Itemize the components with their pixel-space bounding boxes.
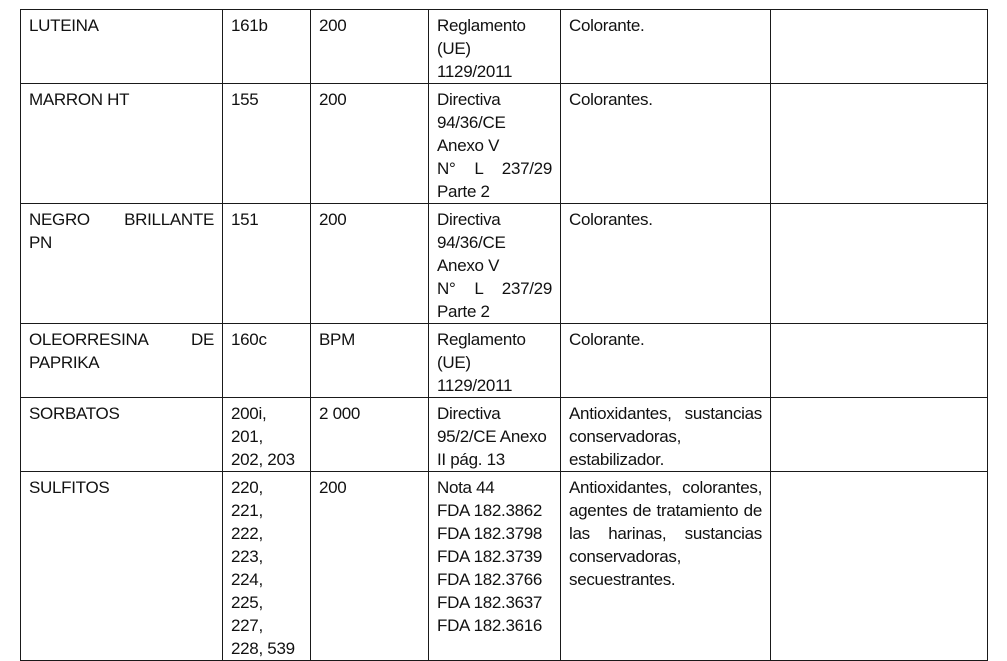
table-row (21, 472, 988, 661)
reference-cell (429, 84, 561, 204)
reference-cell (429, 398, 561, 472)
cell-text-line: II pág. 13 (437, 450, 505, 469)
cell-text-line: 160c (231, 330, 267, 349)
additive-name-cell (21, 398, 223, 472)
cell-text-line: FDA 182.3766 (437, 570, 543, 589)
cell-text-line: Directiva (437, 90, 501, 109)
table-row (21, 204, 988, 324)
cell-text-line: 224, (231, 570, 263, 589)
cell-text-line: 94/36/CE (437, 233, 506, 252)
additive-name-cell (21, 10, 223, 84)
cell-text-line: 1129/2011 (437, 62, 513, 81)
additive-name-cell (21, 324, 223, 398)
notes-cell (771, 324, 988, 398)
cell-text-line: 223, (231, 547, 263, 566)
notes-cell (771, 204, 988, 324)
cell-text-line: PN (29, 233, 53, 252)
cell-text-line: 161b (231, 16, 268, 35)
cell-text-line: 202, 203 (231, 450, 295, 469)
cell-text-line: las harinas, sustancias (569, 524, 762, 543)
max-limit-cell (311, 398, 429, 472)
reference-cell (429, 472, 561, 661)
cell-text-line: 228, 539 (231, 639, 295, 658)
cell-text-line: Parte 2 (437, 302, 490, 321)
cell-text-line: estabilizador. (569, 450, 665, 469)
cell-text-line: 94/36/CE (437, 113, 506, 132)
cell-text-line: Anexo V (437, 256, 500, 275)
cell-text-line: (UE) (437, 39, 471, 58)
cell-text-line: 201, (231, 427, 263, 446)
cell-text-line: secuestrantes. (569, 570, 676, 589)
reference-cell (429, 204, 561, 324)
max-limit-cell (311, 84, 429, 204)
table-body (21, 10, 988, 661)
cell-text-line: 221, (231, 501, 263, 520)
function-cell (561, 324, 771, 398)
additive-name-cell (21, 204, 223, 324)
ins-number-cell (223, 204, 311, 324)
cell-text-line: 155 (231, 90, 259, 109)
cell-text-line: 200 (319, 210, 347, 229)
cell-text-line: LUTEINA (29, 16, 99, 35)
cell-text-line: FDA 182.3739 (437, 547, 543, 566)
reference-cell (429, 324, 561, 398)
cell-text-line: Parte 2 (437, 182, 490, 201)
table-row (21, 398, 988, 472)
max-limit-cell (311, 324, 429, 398)
cell-text-line: FDA 182.3798 (437, 524, 543, 543)
additive-name-cell (21, 84, 223, 204)
cell-text-line: 1129/2011 (437, 376, 513, 395)
additives-table (20, 9, 988, 661)
cell-text-line: PAPRIKA (29, 353, 100, 372)
max-limit-cell (311, 10, 429, 84)
cell-text-line: 200 (319, 16, 347, 35)
cell-text-line: Colorantes. (569, 210, 653, 229)
cell-text-line: 227, (231, 616, 263, 635)
cell-text-line: Colorantes. (569, 90, 653, 109)
reference-cell (429, 10, 561, 84)
function-cell (561, 10, 771, 84)
cell-text-line: NEGRO BRILLANTE (29, 210, 214, 229)
cell-text-line: OLEORRESINA DE (29, 330, 214, 349)
cell-text-line: agentes de tratamiento de (569, 501, 762, 520)
cell-text-line: Reglamento (437, 16, 526, 35)
cell-text-line: N° L 237/29 (437, 159, 552, 178)
cell-text-line: 200 (319, 90, 347, 109)
cell-text-line: 200i, (231, 404, 267, 423)
notes-cell (771, 472, 988, 661)
ins-number-cell (223, 10, 311, 84)
cell-text-line: SULFITOS (29, 478, 110, 497)
function-cell (561, 472, 771, 661)
ins-number-cell (223, 84, 311, 204)
table-row (21, 324, 988, 398)
notes-cell (771, 398, 988, 472)
cell-text-line: MARRON HT (29, 90, 130, 109)
cell-text-line: Directiva (437, 210, 501, 229)
cell-text-line: conservadoras, (569, 427, 682, 446)
cell-text-line: N° L 237/29 (437, 279, 552, 298)
cell-text-line: Reglamento (437, 330, 526, 349)
cell-text-line: BPM (319, 330, 355, 349)
cell-text-line: Colorante. (569, 330, 645, 349)
cell-text-line: Antioxidantes, colorantes, (569, 478, 762, 497)
notes-cell (771, 10, 988, 84)
cell-text-line: 225, (231, 593, 263, 612)
max-limit-cell (311, 472, 429, 661)
function-cell (561, 84, 771, 204)
cell-text-line: Antioxidantes, sustancias (569, 404, 762, 423)
max-limit-cell (311, 204, 429, 324)
cell-text-line: Nota 44 (437, 478, 495, 497)
cell-text-line: 95/2/CE Anexo (437, 427, 547, 446)
cell-text-line: FDA 182.3862 (437, 501, 543, 520)
function-cell (561, 204, 771, 324)
cell-text-line: Anexo V (437, 136, 500, 155)
cell-text-line: 151 (231, 210, 259, 229)
cell-text-line: Colorante. (569, 16, 645, 35)
additive-name-cell (21, 472, 223, 661)
cell-text-line: 220, (231, 478, 263, 497)
cell-text-line: SORBATOS (29, 404, 120, 423)
cell-text-line: FDA 182.3616 (437, 616, 543, 635)
cell-text-line: (UE) (437, 353, 471, 372)
cell-text-line: 200 (319, 478, 347, 497)
cell-text-line: 222, (231, 524, 263, 543)
cell-text-line: conservadoras, (569, 547, 682, 566)
ins-number-cell (223, 472, 311, 661)
function-cell (561, 398, 771, 472)
cell-text-line: Directiva (437, 404, 501, 423)
table-row (21, 84, 988, 204)
cell-text-line: FDA 182.3637 (437, 593, 543, 612)
notes-cell (771, 84, 988, 204)
cell-text-line: 2 000 (319, 404, 361, 423)
table-row (21, 10, 988, 84)
ins-number-cell (223, 324, 311, 398)
ins-number-cell (223, 398, 311, 472)
